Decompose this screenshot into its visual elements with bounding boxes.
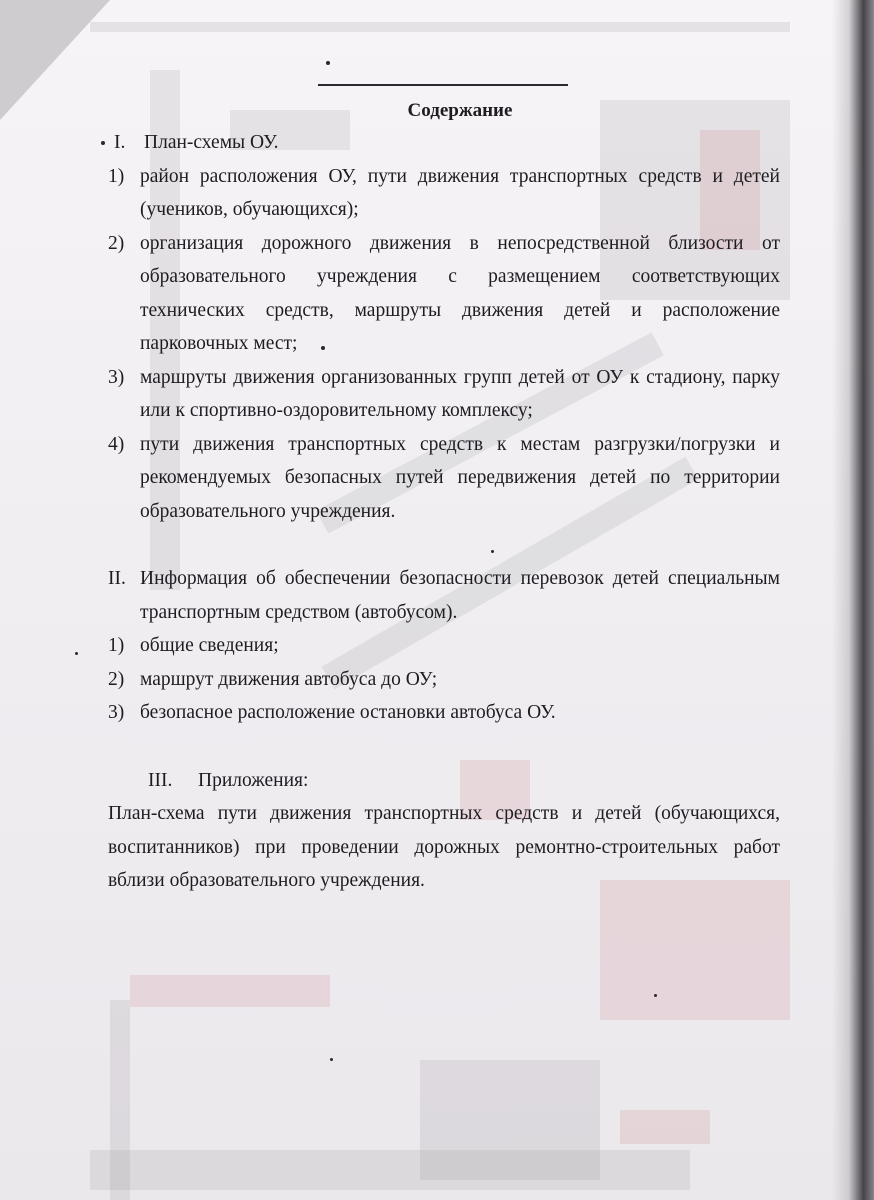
item-text: маршрут движения автобуса до ОУ; <box>140 668 438 690</box>
item-text: общие сведения; <box>140 635 279 656</box>
section-heading-text: Информация об обеспечении безопасности перевозок детей специальным транспортным средством (автобусом). <box>140 568 780 623</box>
section-heading-text: Приложения: <box>198 769 309 791</box>
folded-corner <box>0 0 110 120</box>
item-number: 2) <box>108 668 125 690</box>
section-numeral: II. <box>108 568 126 589</box>
item-number: 1) <box>108 635 125 656</box>
item-text: район расположения ОУ, пути движения транспортных средств и детей (учеников, обучающихся); <box>140 165 780 220</box>
list-item <box>108 629 780 663</box>
item-text: маршруты движения организованных групп детей от ОУ к стадиону, парку или к спортивно-оздоровительному комплексу; <box>140 366 780 421</box>
list-item <box>108 663 780 697</box>
show-through-shape <box>90 1150 690 1190</box>
section-heading-text: План-схемы ОУ. <box>144 132 279 153</box>
scan-speck <box>101 141 105 145</box>
scan-edge <box>832 0 874 1200</box>
spacer <box>108 528 780 562</box>
list-item <box>108 227 780 361</box>
section-3-heading <box>108 764 780 798</box>
item-text: организация дорожного движения в непосредственной близости от образовательного учреждения с размещением соответствующих технических средств, маршруты движения детей и расположение парковочных мест; <box>140 232 780 354</box>
list-item <box>108 361 780 428</box>
show-through-shape <box>620 1110 710 1144</box>
scan-speck <box>654 994 657 997</box>
document-title: Содержание <box>407 100 513 121</box>
show-through-strip <box>90 22 790 32</box>
scan-speck <box>75 652 78 655</box>
spacer <box>108 730 780 764</box>
item-number: 3) <box>108 702 125 723</box>
section-1-heading <box>114 126 780 160</box>
show-through-shape <box>600 880 790 1020</box>
document-body <box>108 96 780 898</box>
item-number: 2) <box>108 232 125 254</box>
section-numeral: I. <box>114 132 126 153</box>
item-number: 3) <box>108 366 125 388</box>
item-number: 1) <box>108 165 125 187</box>
scan-speck <box>326 61 330 65</box>
list-item <box>108 160 780 227</box>
appendix-paragraph: План-схема пути движения транспортных средств и детей (обучающихся, воспитанников) при проведении дорожных ремонтно-строительных работ вблизи образовательного учреждения. <box>108 803 780 891</box>
section-numeral: III. <box>148 769 173 791</box>
item-number: 4) <box>108 433 125 455</box>
list-item <box>108 428 780 529</box>
header-rule <box>318 84 568 86</box>
show-through-shape <box>130 975 330 1007</box>
list-item <box>108 696 780 730</box>
item-text: пути движения транспортных средств к местам разгрузки/погрузки и рекомендуемых безопасных путей передвижения детей по территории образовательного учреждения. <box>140 433 780 522</box>
scan-speck <box>330 1058 333 1061</box>
item-text: безопасное расположение остановки автобуса ОУ. <box>140 702 556 723</box>
section-2-heading <box>108 562 780 629</box>
